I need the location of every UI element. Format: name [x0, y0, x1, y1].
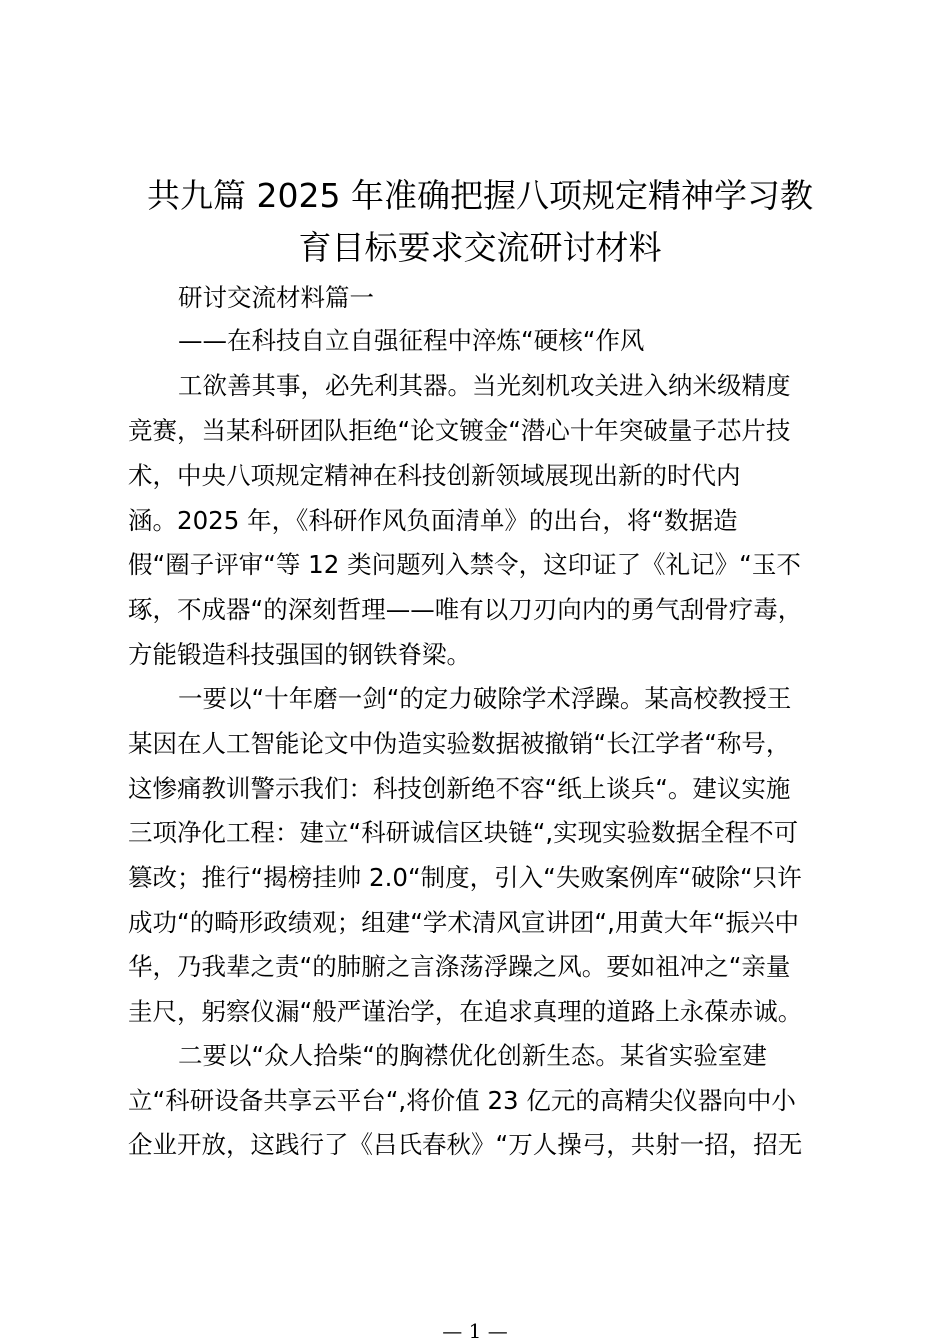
paragraph-1-line: 琢，不成器“的深刻哲理——唯有以刀刃向内的勇气刮骨疗毒， — [128, 595, 803, 624]
paragraph-3-line: 企业开放，这践行了《吕氏春秋》“万人操弓，共射一招，招无 — [128, 1130, 803, 1159]
paragraph-2-line: 华，乃我辈之责“的肺腑之言涤荡浮躁之风。要如祖冲之“亲量 — [128, 952, 791, 981]
paragraph-3-line: 立“科研设备共享云平台“,将价值 23 亿元的高精尖仪器向中小 — [128, 1086, 796, 1115]
page-number: — 1 — — [442, 1319, 508, 1343]
section-subtitle: ——在科技自立自强征程中淬炼“硬核“作风 — [178, 326, 645, 355]
paragraph-1-line: 术，中央八项规定精神在科技创新领域展现出新的时代内 — [128, 461, 741, 490]
paragraph-3-line: 二要以“众人拾柴“的胸襟优化创新生态。某省实验室建 — [178, 1041, 767, 1070]
paragraph-1-line: 方能锻造科技强国的钢铁脊梁。 — [128, 640, 471, 669]
paragraph-2-line: 圭尺，躬察仪漏“般严谨治学，在追求真理的道路上永葆赤诚。 — [128, 997, 803, 1026]
paragraph-2-line: 篡改；推行“揭榜挂帅 2.0“制度，引入“失败案例库“破除“只许 — [128, 863, 802, 892]
document-title-line-2: 育目标要求交流研讨材料 — [298, 228, 662, 267]
paragraph-2-line: 三项净化工程：建立“科研诚信区块链“,实现实验数据全程不可 — [128, 818, 799, 847]
paragraph-2-line: 成功“的畸形政绩观；组建“学术清风宣讲团“,用黄大年“振兴中 — [128, 908, 800, 937]
paragraph-2-line: 某因在人工智能论文中伪造实验数据被撤销“长江学者“称号， — [128, 729, 791, 758]
paragraph-1-line: 假“圈子评审“等 12 类问题列入禁令，这印证了《礼记》“玉不 — [128, 550, 801, 579]
paragraph-1-line: 涵。2025 年，《科研作风负面清单》的出台，将“数据造 — [128, 506, 738, 535]
document-title-line-1: 共九篇 2025 年准确把握八项规定精神学习教 — [147, 176, 813, 215]
section-heading: 研讨交流材料篇一 — [178, 283, 374, 312]
paragraph-1-line: 工欲善其事，必先利其器。当光刻机攻关进入纳米级精度 — [178, 371, 791, 400]
paragraph-1-line: 竞赛，当某科研团队拒绝“论文镀金“潜心十年突破量子芯片技 — [128, 416, 791, 445]
paragraph-2-line: 一要以“十年磨一剑“的定力破除学术浮躁。某高校教授王 — [178, 684, 792, 713]
paragraph-2-line: 这惨痛教训警示我们：科技创新绝不容“纸上谈兵“。建议实施 — [128, 774, 791, 803]
